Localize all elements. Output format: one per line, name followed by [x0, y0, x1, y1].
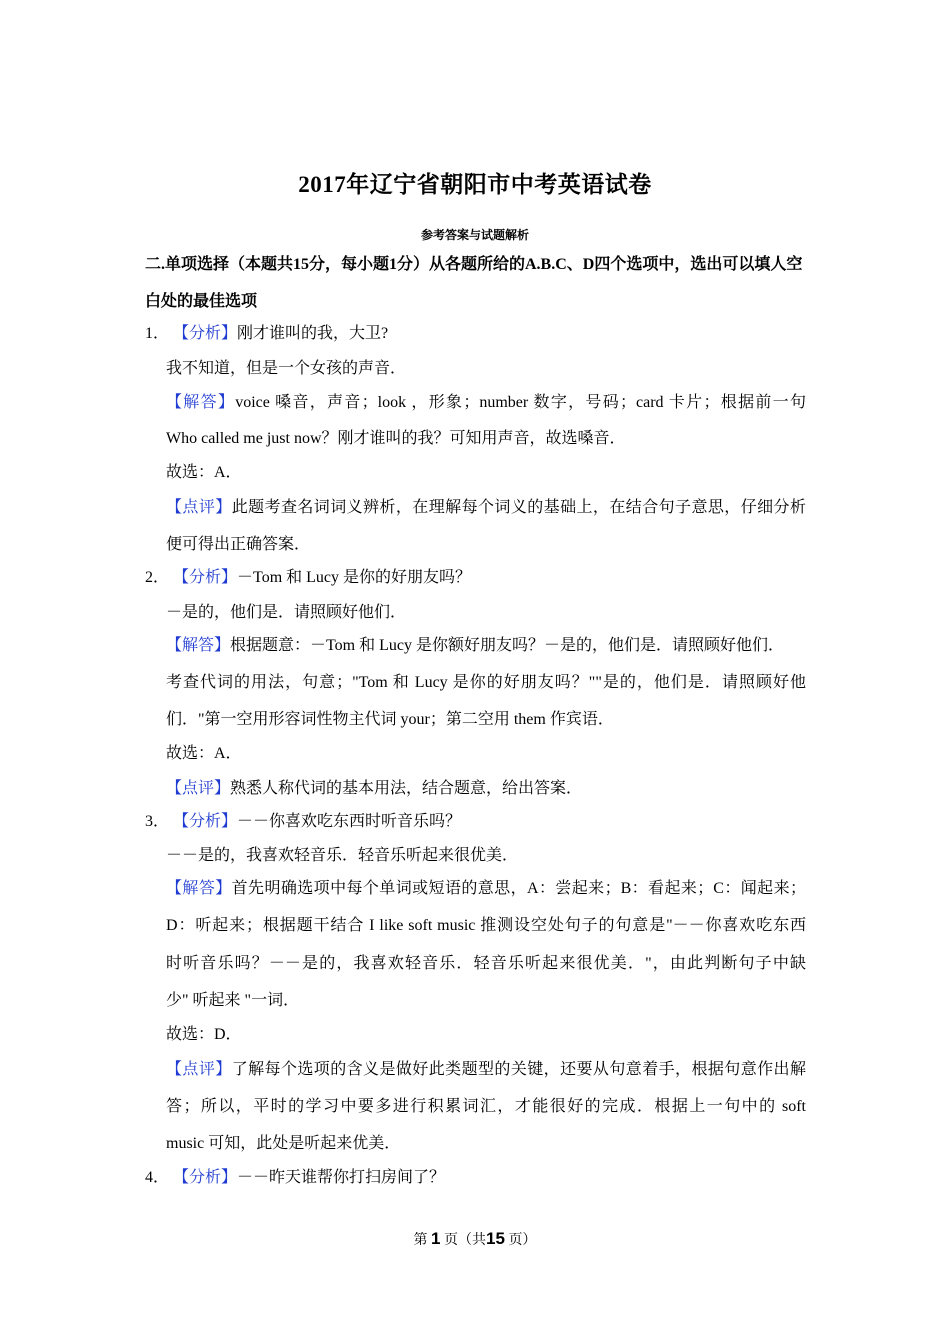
analysis-tag: 【分析】: [173, 325, 238, 342]
analysis-tag: 【分析】: [173, 1169, 238, 1186]
question-3-answer-line-4: 少" 听起来 "一词．: [166, 992, 300, 1009]
comment-tag: 【点评】: [166, 1061, 232, 1078]
question-number: 3．: [145, 813, 170, 830]
question-1-comment-line-2: 便可得出正确答案．: [166, 536, 311, 553]
answer-text: 首先明确选项中每个单词或短语的意思，A：尝起来；B：看起来；C：闻起来；: [231, 880, 806, 897]
analysis-text: －Tom 和 Lucy 是你的好朋友吗？: [237, 569, 472, 586]
question-1-analysis: [145, 324, 388, 344]
question-2-analysis: [145, 568, 471, 588]
footer-suffix: 页）: [508, 1233, 537, 1248]
answer-tag: 【解答】: [166, 394, 236, 411]
question-4-analysis: [145, 1168, 445, 1188]
answer-text: 根据题意：－Tom 和 Lucy 是你额好朋友吗？－是的，他们是．请照顾好他们．: [230, 637, 784, 654]
question-number: 1．: [145, 325, 170, 342]
answer-tag: 【解答】: [166, 637, 231, 654]
question-2-answer-line-2: 考查代词的用法，句意；"Tom 和 Lucy 是你的好朋友吗？""是的，他们是．请照顾好他: [166, 674, 806, 691]
question-2-answer-line-3: 们．"第一空用形容词性物主代词 your；第二空用 them 作宾语．: [166, 711, 614, 728]
section-heading: 二.单项选择（本题共15分，每小题1分）从各题所给的A.B.C、D四个选项中，选出可以填人空白处的最佳选项: [145, 256, 803, 310]
comment-tag: 【点评】: [166, 499, 232, 516]
analysis-tag: 【分析】: [173, 569, 238, 586]
answer-text: voice 嗓音，声音；look ，形象；number 数字，号码；card 卡片；根据前一句: [235, 394, 806, 411]
footer-prefix: 第: [413, 1233, 428, 1248]
comment-text: 熟悉人称代词的基本用法，结合题意，给出答案．: [230, 780, 583, 797]
analysis-text: －－昨天谁帮你打扫房间了？: [237, 1169, 446, 1186]
page-footer: [0, 1229, 950, 1249]
question-1-choice: 故选：A．: [166, 464, 242, 481]
question-3-analysis-line-2: －－是的，我喜欢轻音乐．轻音乐听起来很优美．: [166, 847, 519, 864]
footer-middle: 页（共: [444, 1233, 487, 1248]
question-2-choice: 故选：A．: [166, 745, 242, 762]
question-3-analysis: [145, 812, 461, 832]
question-2-analysis-line-2: －是的，他们是．请照顾好他们．: [166, 604, 407, 621]
page-title: 2017年辽宁省朝阳市中考英语试卷: [298, 172, 652, 197]
question-1-analysis-line-2: 我不知道，但是一个女孩的声音．: [166, 360, 407, 377]
answer-tag: 【解答】: [166, 880, 232, 897]
footer-page-number: 1: [431, 1229, 441, 1248]
question-2-answer: [166, 636, 784, 656]
question-3-answer-line-2: D：听起来；根据题干结合 I like soft music 推测设空处句子的句意是"－－你喜欢吃东西: [166, 917, 806, 934]
question-2-comment: [166, 779, 582, 799]
question-number: 4．: [145, 1169, 170, 1186]
analysis-text: 刚才谁叫的我，大卫?: [237, 325, 389, 342]
question-3-comment-line-3: music 可知，此处是听起来优美．: [166, 1135, 401, 1152]
analysis-tag: 【分析】: [173, 813, 238, 830]
question-3-comment-line-2: 答；所以，平时的学习中要多进行积累词汇，才能很好的完成．根据上一句中的 soft: [166, 1098, 806, 1115]
question-number: 2．: [145, 569, 170, 586]
question-3-answer-line-3: 时听音乐吗？－－是的，我喜欢轻音乐．轻音乐听起来很优美．"，由此判断句子中缺: [166, 955, 806, 972]
comment-text: 此题考查名词词义辨析，在理解每个词义的基础上，在结合句子意思，仔细分析: [231, 499, 806, 516]
page-subtitle: 参考答案与试题解析: [420, 228, 529, 242]
question-3-comment: [166, 1060, 806, 1080]
question-3-answer: [166, 879, 806, 899]
comment-text: 了解每个选项的含义是做好此类题型的关键，还要从句意着手，根据句意作出解: [231, 1061, 806, 1078]
footer-total-pages: 15: [486, 1229, 505, 1248]
question-3-choice: 故选：D．: [166, 1026, 242, 1043]
question-1-comment: [166, 498, 806, 518]
analysis-text: －－你喜欢吃东西时听音乐吗？: [237, 813, 462, 830]
comment-tag: 【点评】: [166, 780, 231, 797]
question-1-answer: [166, 393, 806, 413]
question-1-answer-line-2: Who called me just now？刚才谁叫的我？可知用声音，故选嗓音．: [166, 430, 626, 447]
